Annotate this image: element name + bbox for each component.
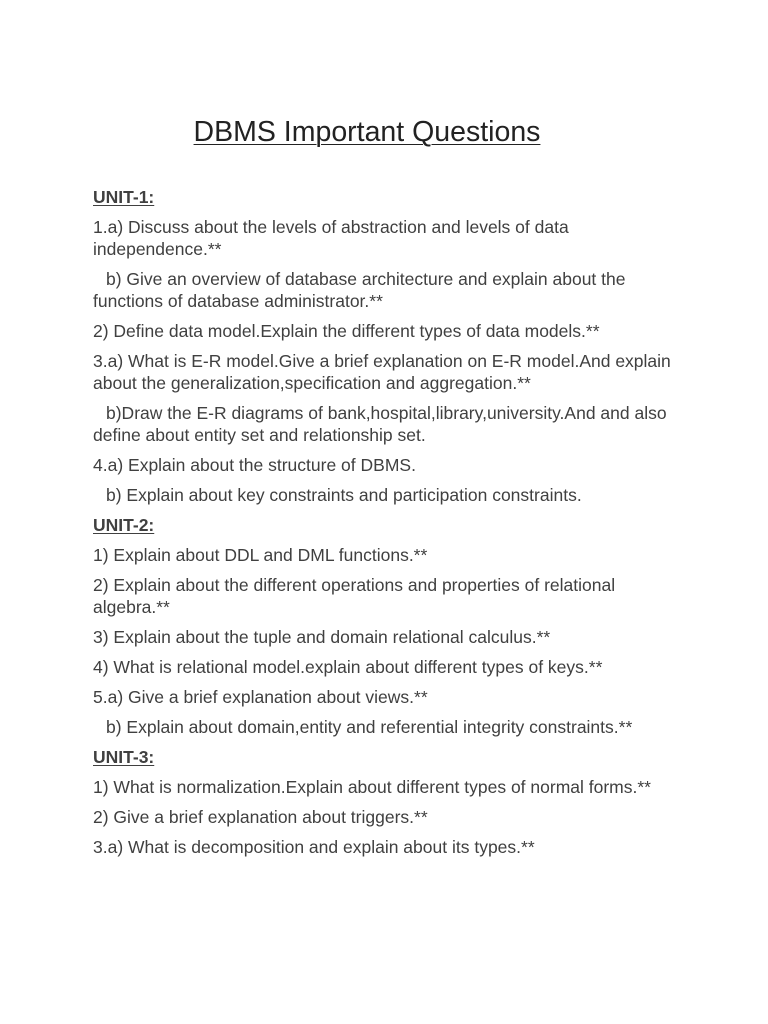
unit-heading: UNIT-3: bbox=[93, 747, 155, 767]
question-item: 3) Explain about the tuple and domain relational calculus.** bbox=[93, 627, 551, 647]
question-item: 2) Give a brief explanation about triggers.** bbox=[93, 807, 428, 827]
question-item: 2) Explain about the different operations and properties of relational algebra.** bbox=[93, 575, 616, 617]
question-item: b) Explain about domain,entity and referential integrity constraints.** bbox=[106, 717, 633, 737]
question-item: 3.a) What is decomposition and explain about its types.** bbox=[93, 837, 535, 857]
question-item: b) Explain about key constraints and participation constraints. bbox=[106, 485, 582, 505]
unit-heading: UNIT-2: bbox=[93, 515, 155, 535]
question-item: 3.a) What is E-R model.Give a brief explanation on E-R model.And explain about the generalization,specification and aggregation.** bbox=[93, 351, 671, 393]
question-item: 4) What is relational model.explain about different types of keys.** bbox=[93, 657, 603, 677]
question-item: 1) What is normalization.Explain about different types of normal forms.** bbox=[93, 777, 651, 797]
question-item: 1) Explain about DDL and DML functions.** bbox=[93, 545, 428, 565]
question-item: 4.a) Explain about the structure of DBMS. bbox=[93, 455, 416, 475]
question-item: 1.a) Discuss about the levels of abstraction and levels of data independence.** bbox=[93, 217, 569, 259]
question-item: 5.a) Give a brief explanation about views.** bbox=[93, 687, 428, 707]
question-item: 2) Define data model.Explain the different types of data models.** bbox=[93, 321, 600, 341]
question-list bbox=[93, 186, 683, 866]
question-item: b)Draw the E-R diagrams of bank,hospital,library,university.And and also define about entity set and relationship set. bbox=[93, 403, 667, 445]
unit-heading: UNIT-1: bbox=[93, 187, 155, 207]
question-item: b) Give an overview of database architecture and explain about the functions of database administrator.** bbox=[93, 269, 626, 311]
page-title: DBMS Important Questions bbox=[193, 116, 541, 148]
